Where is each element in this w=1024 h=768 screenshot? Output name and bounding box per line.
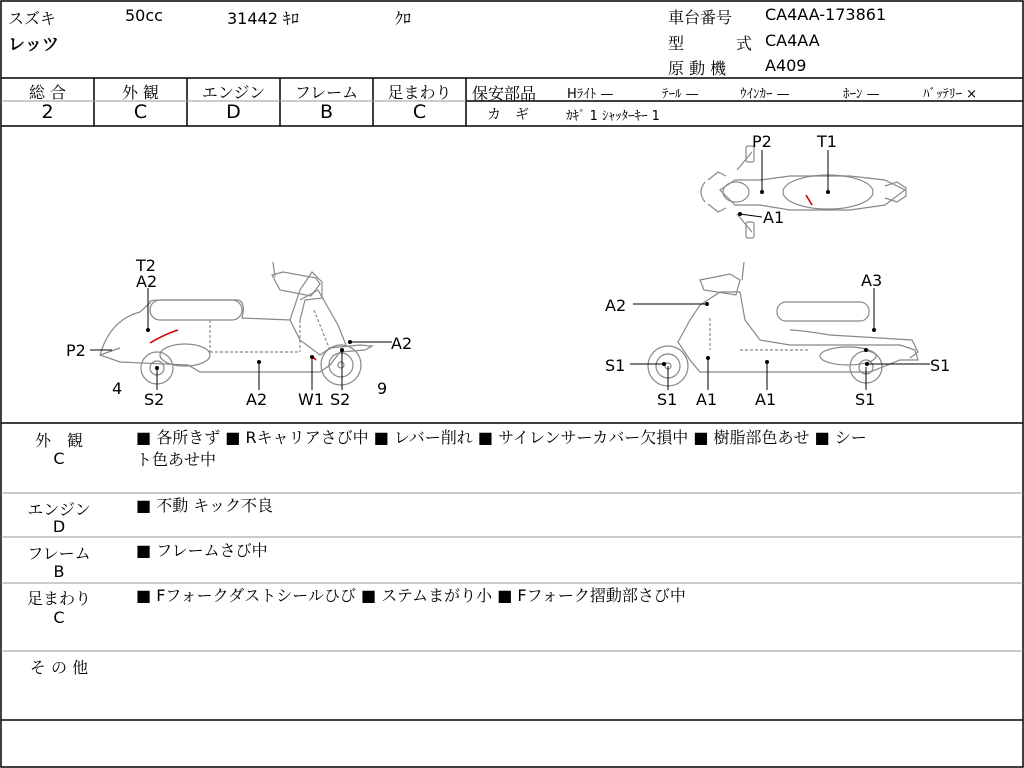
grade-value-frame: B: [319, 101, 334, 123]
section-label-exterior: 外 観: [34, 431, 83, 450]
safety-item-headlight: Hﾗｲﾄ —: [567, 87, 614, 102]
grade-label-suspension: 足まわり: [387, 83, 452, 102]
label-top-t1: T1: [817, 132, 837, 151]
section-label-suspension: 足まわり: [26, 589, 91, 608]
section-label-other: そ の 他: [29, 658, 89, 677]
section-grade-suspension: C: [53, 608, 65, 627]
section-text-suspension: ■ Fフォークダストシールひび ■ ステムまがり小 ■ Fフォーク摺動部さび中: [136, 586, 686, 605]
model-name: レッツ: [8, 35, 59, 55]
key-value: ｶｷﾞ 1 ｼｬｯﾀｰｷｰ 1: [566, 109, 660, 124]
label-left-a2-top: A2: [136, 272, 158, 291]
section-label-frame: フレーム: [27, 544, 91, 563]
section-text-exterior-1: ■ 各所きず ■ Rキャリアさび中 ■ レバー削れ ■ サイレンサーカバー欠損中 ■ 樹脂部色あせ ■ シー: [136, 428, 867, 447]
label-right-s1-right: S1: [930, 356, 951, 375]
grade-label-frame: フレーム: [294, 83, 359, 102]
label-right-s1-b2: S1: [855, 390, 876, 409]
label-right-a3: A3: [861, 271, 883, 290]
label-left-s2-rear: S2: [330, 390, 351, 409]
frame-number: CA4AA-173861: [765, 5, 887, 24]
section-text-frame: ■ フレームさび中: [136, 541, 268, 560]
engine-label: 原 動 機: [668, 59, 727, 78]
scooter-top-view: [701, 146, 906, 238]
label-top-p2: P2: [752, 132, 772, 151]
label-left-t2: T2: [136, 256, 156, 275]
label-left-4: 4: [112, 379, 123, 398]
label-right-s1-b1: S1: [657, 390, 678, 409]
label-left-a2-bottom: A2: [246, 390, 268, 409]
section-grade-engine: D: [52, 517, 66, 536]
label-right-s1-left: S1: [605, 356, 626, 375]
safety-parts-label: 保安部品: [472, 84, 537, 103]
maker-name: スズキ: [8, 9, 57, 28]
body-color: ｸﾛ: [395, 9, 412, 28]
grade-label-overall: 総 合: [28, 83, 67, 102]
type-label-2: 式: [736, 34, 753, 53]
grade-value-exterior: C: [133, 101, 148, 123]
section-grade-exterior: C: [53, 449, 65, 468]
safety-item-winker: ｳｲﾝｶｰ —: [740, 87, 790, 102]
label-left-9: 9: [377, 379, 388, 398]
label-left-s2-front: S2: [144, 390, 165, 409]
label-left-w1: W1: [298, 390, 324, 409]
key-label: カ ギ: [487, 107, 529, 123]
label-left-a2-right: A2: [391, 334, 413, 353]
safety-item-battery: ﾊﾞｯﾃﾘｰ ×: [923, 87, 978, 102]
safety-item-horn: ﾎｰﾝ —: [843, 87, 880, 102]
grade-label-exterior: 外 観: [121, 83, 160, 102]
label-right-a2: A2: [605, 296, 627, 315]
grade-value-overall: 2: [41, 101, 54, 123]
engine-value: A409: [765, 56, 807, 75]
section-grade-frame: B: [53, 562, 65, 581]
type-label-1: 型: [668, 34, 685, 53]
label-top-a1: A1: [763, 208, 785, 227]
label-right-a1-b1: A1: [696, 390, 718, 409]
grade-label-engine: エンジン: [201, 83, 266, 102]
frame-number-label: 車台番号: [668, 8, 733, 27]
displacement: 50cc: [125, 6, 163, 25]
label-right-a1-b2: A1: [755, 390, 777, 409]
section-text-engine: ■ 不動 キック不良: [136, 496, 273, 515]
grade-value-engine: D: [226, 101, 241, 123]
section-label-engine: エンジン: [27, 500, 91, 519]
mileage: 31442 ｷﾛ: [227, 9, 299, 28]
grade-value-suspension: C: [412, 101, 427, 123]
type-value: CA4AA: [765, 31, 820, 50]
label-left-p2: P2: [66, 341, 86, 360]
section-text-exterior-2: ト色あせ中: [136, 450, 217, 469]
safety-item-tail: ﾃｰﾙ —: [662, 87, 699, 102]
